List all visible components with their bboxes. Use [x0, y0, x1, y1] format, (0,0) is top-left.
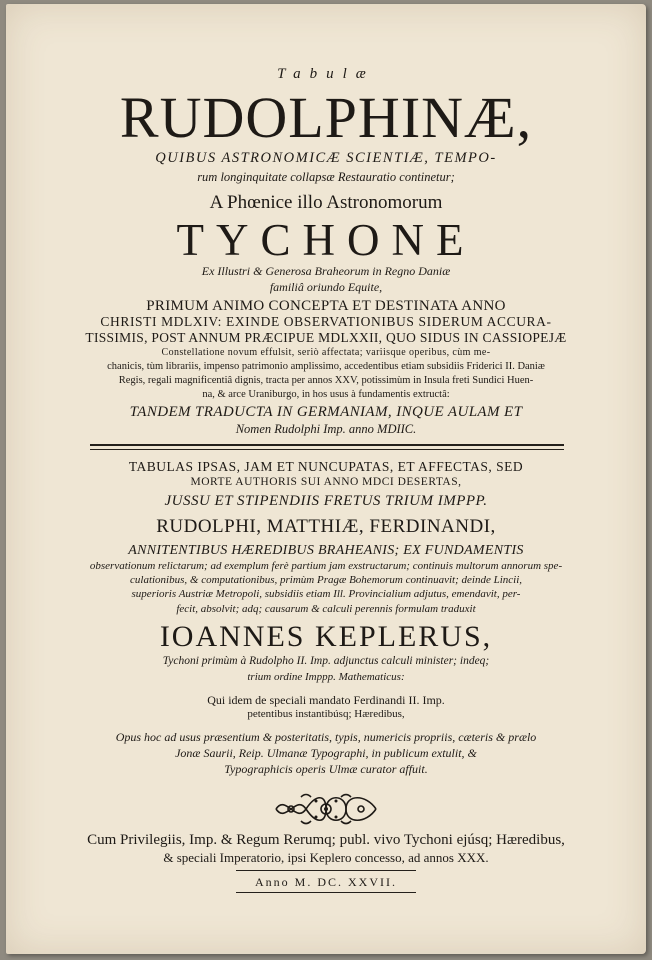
- date-line: Anno M. DC. XXVII.: [255, 875, 397, 889]
- body-line-4: fecit, absolvit; adq; causarum & calculi perennis formulam traduxit: [176, 603, 476, 615]
- history-line-7: na, & arce Uraniburgo, in hos usus à fundamentis extructâ:: [202, 389, 450, 400]
- jussu-line: JUSSU ET STIPENDIIS FRETUS TRIUM IMPPP.: [164, 493, 488, 509]
- subtitle-quibus: QUIBUS ASTRONOMICÆ SCIENTIÆ, TEMPO-: [155, 150, 497, 166]
- date-rule-top: [236, 870, 416, 871]
- privilege-line-1: Cum Privilegiis, Imp. & Regum Rerumq; publ. vivo Tychoni ejúsq; Hæredibus,: [87, 832, 565, 848]
- title-page: [6, 4, 646, 954]
- body-line-3: superioris Austriæ Metropoli, subsidiis etiam Ill. Provincialium adjutus, emendavit, per-: [131, 588, 521, 600]
- tables-line-1: TABULAS IPSAS, JAM ET NUNCUPATAS, ET AFFECTAS, SED: [128, 459, 524, 474]
- date-rule-bottom: [236, 892, 416, 893]
- annitentibus-line: ANNITENTIBUS HÆREDIBUS BRAHEANIS; EX FUNDAMENTIS: [128, 543, 524, 558]
- history-line-1: PRIMUM ANIMO CONCEPTA ET DESTINATA ANNO: [146, 298, 506, 314]
- kepler-role-line-2: trium ordine Imppp. Mathematicus:: [247, 671, 405, 683]
- emperors-line: RUDOLPHI, MATTHIÆ, FERDINANDI,: [156, 516, 496, 537]
- publication-line-2: Jonæ Saurii, Reip. Ulmanæ Typographi, in publicum extulit, &: [175, 746, 477, 760]
- lineage-line-2: familiâ oriundo Equite,: [269, 280, 383, 294]
- privilege-line-2: & speciali Imperatorio, ipsi Keplero concesso, ad annos XXX.: [163, 850, 489, 865]
- kepler-role-line-1: Tychoni primùm à Rudolpho II. Imp. adjunctus calculi minister; indeq;: [162, 655, 490, 667]
- printers-ornament-icon: [271, 789, 381, 829]
- body-line-2: culationibus, & computationibus, primùm Pragæ Bohemorum continuavit; deinde Lincii,: [130, 574, 522, 586]
- tables-line-2: MORTE AUTHORIS SUI ANNO MDCI DESERTAS,: [190, 476, 462, 488]
- history-line-2: CHRISTI MDLXIV: EXINDE OBSERVATIONIBUS SIDERUM ACCURA-: [100, 314, 552, 329]
- section-divider-thin: [90, 449, 564, 450]
- title-main-rudolphinae: RUDOLPHINÆ,: [119, 85, 533, 150]
- history-line-5: chanicis, tùm librariis, impenso patrimonio amplissimo, accedentibus etiam subsidiis Friderici II. Daniæ: [107, 361, 545, 372]
- mandate-line-1: Qui idem de speciali mandato Ferdinandi II. Imp.: [207, 693, 445, 707]
- lineage-line: Ex Illustri & Generosa Braheorum in Regno Daniæ: [201, 264, 451, 278]
- history-line-9: Nomen Rudolphi Imp. anno MDIIC.: [235, 422, 417, 436]
- history-line-4: Constellatione novum effulsit, seriò affectata; variisque operibus, cùm me-: [161, 347, 491, 358]
- author-tychone: TYCHONE: [176, 215, 476, 265]
- subtitle-longinquitate: rum longinquitate collapsæ Restauratio continetur;: [197, 170, 455, 184]
- subtitle-phoenice: A Phœnice illo Astronomorum: [209, 192, 443, 213]
- section-divider: [90, 444, 564, 446]
- mandate-line-2: petentibus instantibúsq; Hæredibus,: [247, 708, 405, 720]
- publication-line-3: Typographicis operis Ulmæ curator affuit.: [224, 762, 428, 776]
- history-line-6: Regis, regali magnificentiâ dignis, tracta per annos XXV, potissimùm in Insula freti Sundici Huen-: [118, 375, 534, 386]
- title-line-tabulae: Tabulæ: [277, 66, 375, 82]
- author-keplerus: IOANNES KEPLERUS,: [159, 620, 493, 653]
- publication-line-1: Opus hoc ad usus præsentium & posteritatis, typis, numericis propriis, cæteris & prælo: [115, 730, 537, 744]
- body-line-1: observationum relictarum; ad exemplum ferè partium jam exstructarum; continuis multorum annorum spe-: [89, 560, 563, 572]
- history-line-3: TISSIMIS, POST ANNUM PRÆCIPUE MDLXXII, QUO SIDUS IN CASSIOPEJÆ: [85, 330, 567, 345]
- history-line-8: TANDEM TRADUCTA IN GERMANIAM, INQUE AULAM ET: [129, 404, 523, 420]
